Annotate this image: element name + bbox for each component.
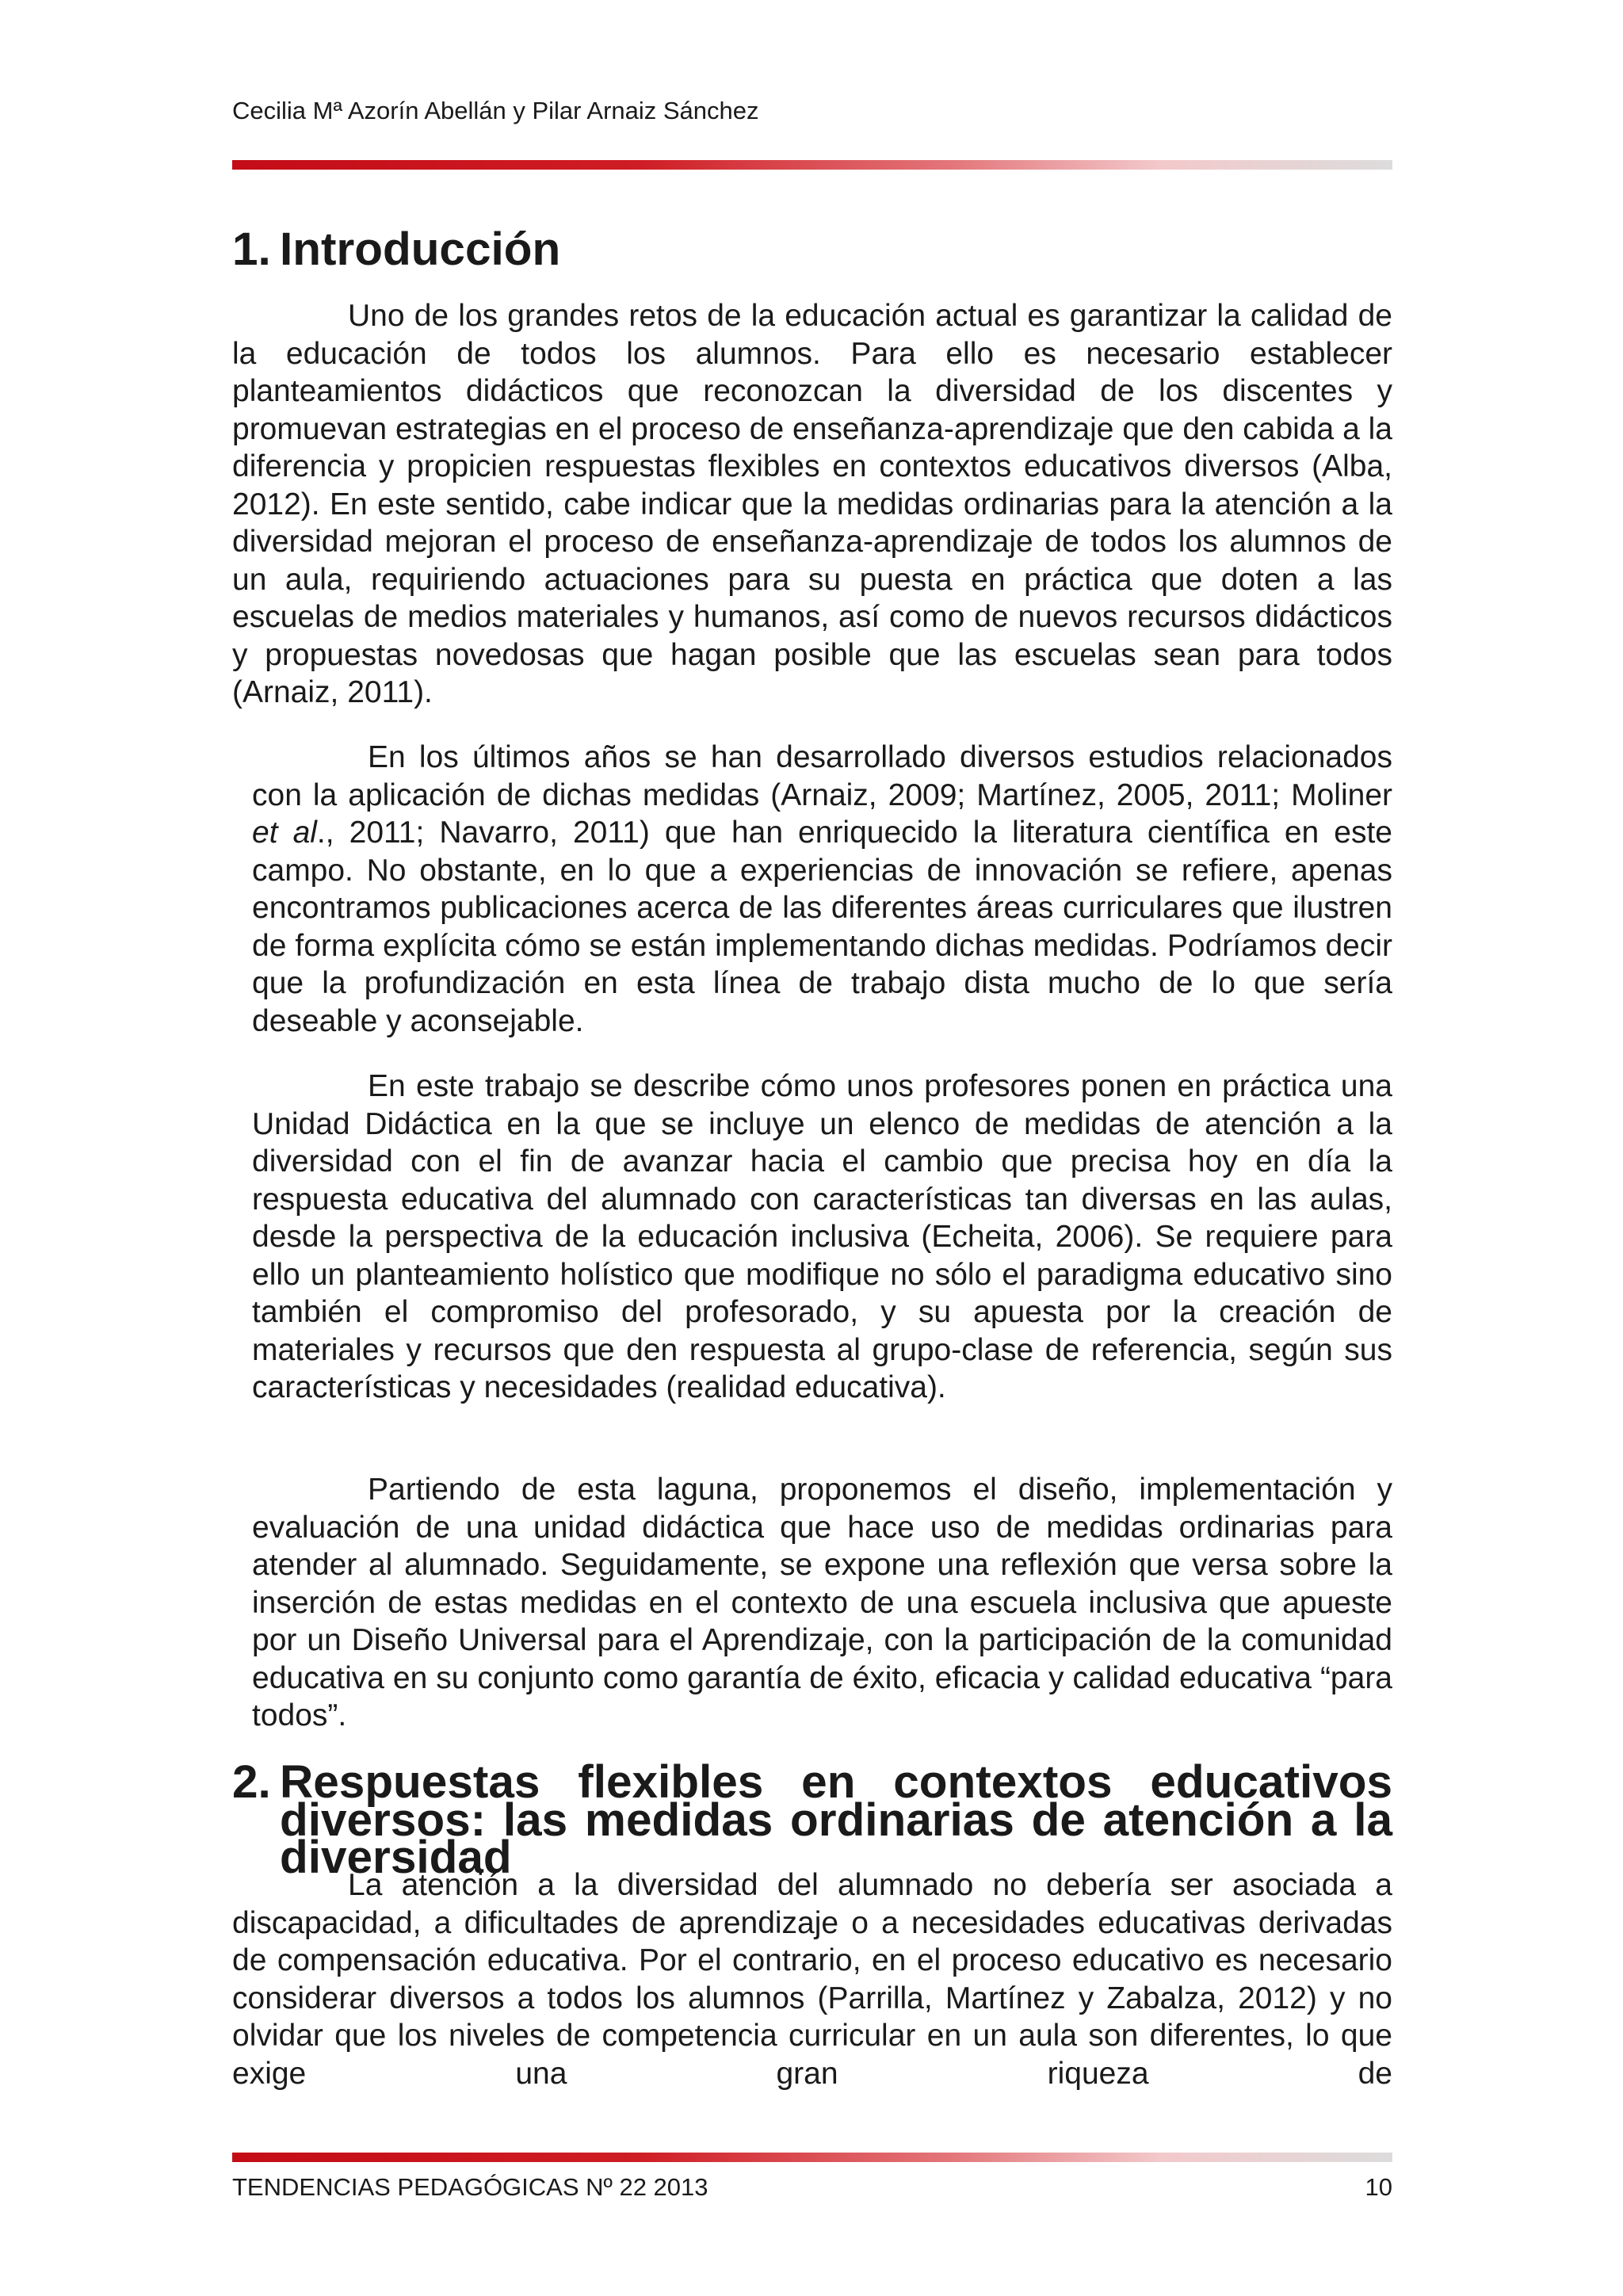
paragraph-text: La atención a la diversidad del alumnado no debería ser asociada a discapacidad, a dificultades de aprendizaje o a necesidades educativas derivadas de compensación educativa. Por el contrario, en el proceso educativo es necesario considerar diversos a todos los alumnos (Parrilla, Martínez y Zabalza, 2012) y no olvidar que los niveles de competencia curricular en un aula son diferentes, lo que exige una gran riqueza de <box>232 1868 1392 2091</box>
page-footer <box>232 2173 1392 2202</box>
section-1-heading-block <box>232 223 1392 275</box>
footer-rule <box>232 2153 1392 2162</box>
citation-et-al: et al <box>252 816 317 850</box>
running-header-authors: Cecilia Mª Azorín Abellán y Pilar Arnaiz Sánchez <box>232 97 759 124</box>
section-1-paragraph-2 <box>232 739 1392 1040</box>
section-1-title: Introducción <box>280 223 561 275</box>
section-1-paragraph-1 <box>232 297 1392 712</box>
section-1-paragraph-3 <box>232 1068 1392 1407</box>
journal-name: TENDENCIAS PEDAGÓGICAS Nº 22 2013 <box>232 2173 708 2201</box>
section-1-paragraph-4 <box>232 1471 1392 1735</box>
section-1-number: 1. <box>232 223 271 275</box>
section-1-heading <box>232 223 1392 275</box>
paragraph-text: Partiendo de esta laguna, proponemos el diseño, implementación y evaluación de una unidad didáctica que hace uso de medidas ordinarias para atender al alumnado. Seguidamente, se expone una reflexión que versa sobre la inserción de estas medidas en el contexto de una escuela inclusiva que apueste por un Diseño Universal para el Aprendizaje, con la participación de la comunidad educativa en su conjunto como garantía de éxito, eficacia y calidad educativa “para todos”. <box>252 1473 1392 1733</box>
section-2-heading-block <box>232 1756 1392 1883</box>
paragraph-text <box>252 739 1392 1040</box>
paragraph-text: En este trabajo se describe cómo unos profesores ponen en práctica una Unidad Didáctica en la que se incluye un elenco de medidas de atención a la diversidad con el fin de avanzar hacia el cambio que precisa hoy en día la respuesta educativa del alumnado con características tan diversas en las aulas, desde la perspectiva de la educación inclusiva (Echeita, 2006). Se requiere para ello un planteamiento holístico que modifique no sólo el paradigma educativo sino también el compromiso del profesorado, y su apuesta por la creación de materiales y recursos que den respuesta al grupo-clase de referencia, según sus características y necesidades (realidad educativa). <box>252 1069 1392 1404</box>
section-2-number: 2. <box>232 1756 271 1808</box>
paragraph-text: Uno de los grandes retos de la educación actual es garantizar la calidad de la educación de todos los alumnos. Para ello es necesario establecer planteamientos didácticos que reconozcan la diversidad de los discentes y promuevan estrategias en el proceso de enseñanza-aprendizaje que den cabida a la diferencia y propicien respuestas flexibles en contextos educativos diversos (Alba, 2012). En este sentido, cabe indicar que la medidas ordinarias para la atención a la diversidad mejoran el proceso de enseñanza-aprendizaje de todos los alumnos de un aula, requiriendo actuaciones para su puesta en práctica que doten a las escuelas de medios materiales y humanos, así como de nuevos recursos didácticos y propuestas novedosas que hagan posible que las escuelas sean para todos (Arnaiz, 2011). <box>232 299 1392 709</box>
paragraph-text-part: En los últimos años se han desarrollado diversos estudios relacionados con la aplicación de dichas medidas (Arnaiz, 2009; Martínez, 2005, 2011; Moliner <box>252 740 1392 812</box>
section-2-heading <box>232 1756 1392 1883</box>
section-2-title: Respuestas flexibles en contextos educativos diversos: las medidas ordinarias de atención a la diversidad <box>280 1756 1392 1883</box>
header-rule <box>232 160 1392 170</box>
page-number: 10 <box>1365 2173 1392 2201</box>
section-2-paragraph-1 <box>232 1866 1392 2092</box>
paragraph-text-part: ., 2011; Navarro, 2011) que han enriquecido la literatura científica en este campo. No obstante, en lo que a experiencias de innovación se refiere, apenas encontramos publicaciones acerca de las diferentes áreas curriculares que ilustren de forma explícita cómo se están implementando dichas medidas. Podríamos decir que la profundización en esta línea de trabajo dista mucho de lo que sería deseable y aconsejable. <box>252 816 1392 1038</box>
